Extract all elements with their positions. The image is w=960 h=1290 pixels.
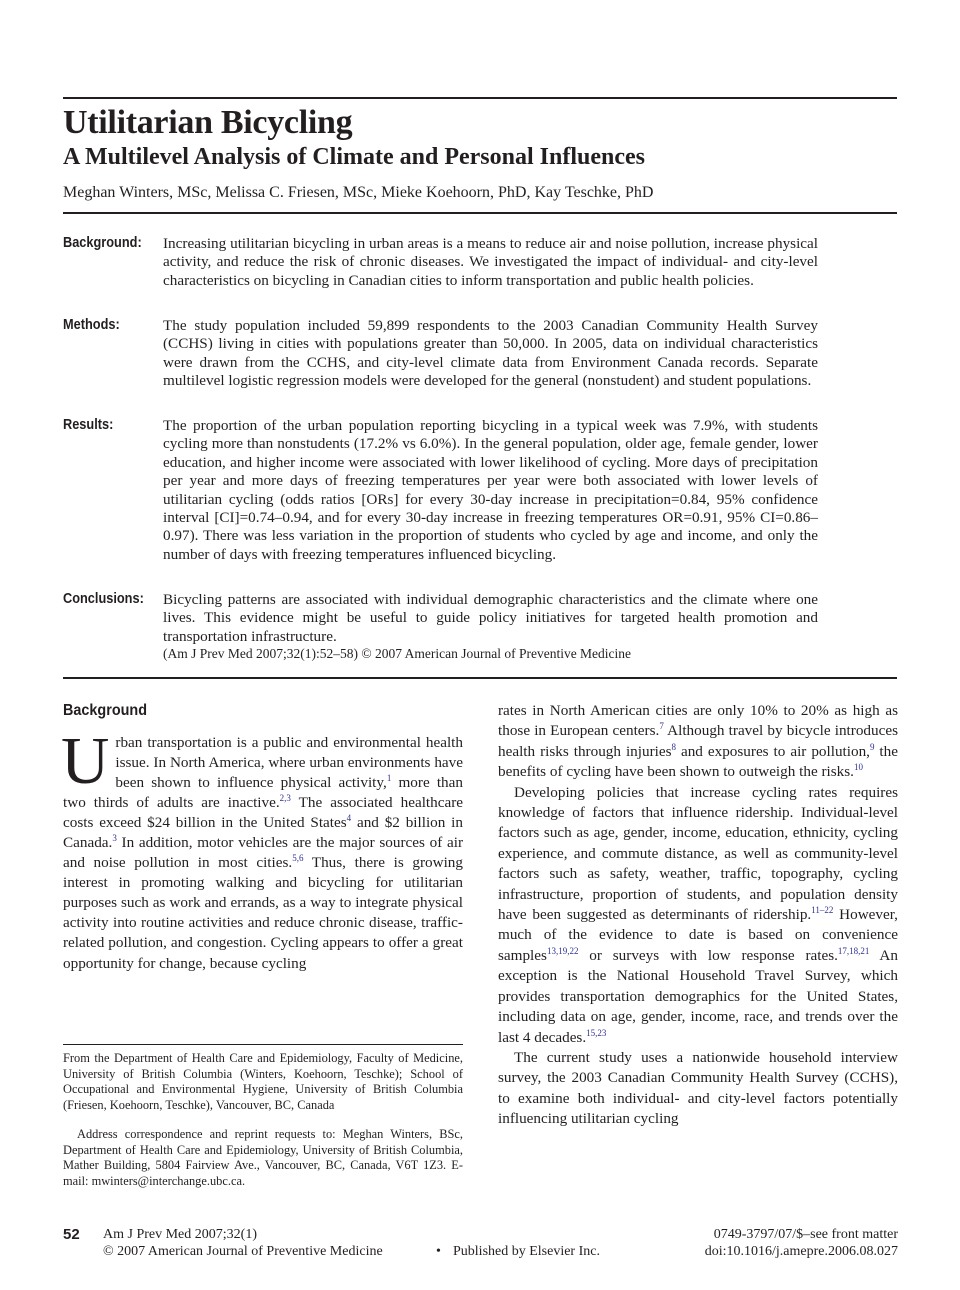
reference-link[interactable]: 13,19,22: [546, 945, 579, 956]
reference-link[interactable]: 17,18,21: [837, 945, 870, 956]
footer-copyright: © 2007 American Journal of Preventive Medicine: [103, 1244, 383, 1259]
reference-link[interactable]: 10: [853, 762, 863, 773]
drop-cap: U: [61, 724, 110, 798]
correspondence-footnote: Address correspondence and reprint requests to: Meghan Winters, BSc, Department of Health Care and Epidemiology, University of British Columbia, Mather Building, 5804 Fairview Ave., Vancouver, BC, Canada, V6T 1Z3. E-mail: mwinters@interchange.ubc.ca.: [63, 1127, 463, 1188]
reference-link[interactable]: 5,6: [292, 853, 304, 864]
doi-link[interactable]: doi:10.1016/j.amepre.2006.08.027: [704, 1244, 898, 1259]
footer-bullet: •: [436, 1244, 441, 1259]
left-column-text: Urban transportation is a public and environmental health issue. In North America, where urban environments have been shown to influence physical activity,$^1$ more than two thirds of adults are inactive.$^{2,3}$ The associated healthcare costs exceed $24 billion in the United States$^4$ and $2 billion in Canada.$^3$ In addition, motor vehicles are the major sources of air and noise pollution in most cities.$^{5,6}$ Thus, there is growing interest in promoting walking and bicycling for utilitarian purposes such as work and errands, as a way to integrate physical activity into routine activities and reduce chronic disease, traffic-related pollution, and congestion. Cycling appears to offer a great opportunity for change, because cycling: [61, 724, 464, 972]
abstract-conclusions-label: Conclusions:: [63, 591, 144, 607]
reference-link[interactable]: 1: [386, 773, 392, 784]
abstract-background-text: Increasing utilitarian bicycling in urban areas is a means to reduce air and noise pollution, increase physical activity, and reduce the risk of chronic diseases. We investigated the impact of individual- and city-level characteristics on bicycling in Canadian cities to inform transportation and public health policies.: [163, 235, 818, 289]
abstract-results-label: Results:: [63, 417, 114, 433]
reference-link[interactable]: 9: [869, 741, 875, 752]
right-column-text: [498, 701, 898, 1130]
page-number: 52: [63, 1226, 80, 1243]
author-list: Meghan Winters, MSc, Melissa C. Friesen, MSc, Mieke Koehoorn, PhD, Kay Teschke, PhD: [63, 184, 654, 201]
paragraph: rates in North American cities are only 10% to 20% as high as those in European centers.$^7$ Although travel by bicycle introduces health risks through injuries$^8$ and exposures to air pollution,$^9$ the benefits of cycling have been shown to outweigh the risks.$^{10}$: [498, 702, 898, 781]
footnote-rule: [63, 1044, 463, 1045]
top-rule: [63, 97, 897, 99]
reference-link[interactable]: 4: [346, 813, 352, 824]
reference-link[interactable]: 15,23: [586, 1027, 607, 1038]
abstract-results-text: The proportion of the urban population reporting bicycling in a typical week was 7.9%, with students cycling more than nonstudents (17.2% vs 6.0%). In the general population, older age, female gender, lower education, and higher income were associated with lower likelihood of cycling. More days of precipitation per year and more days of freezing temperatures per year were both associated with lower levels of utilitarian cycling (odds ratios [ORs] for every 30-day increase in precipitation=0.84, 95% confidence interval [CI]=0.74–0.94, and for every 30-day increase in freezing temperatures OR=0.91, 95% CI=0.86–0.97). There was less variation in the proportion of students who cycled by age and income, and only the number of days with freezing temperatures influenced bicycling.: [163, 417, 818, 563]
article-title: Utilitarian Bicycling: [63, 104, 353, 141]
section-heading-background: Background: [63, 702, 148, 719]
footer-publisher: Published by Elsevier Inc.: [453, 1244, 600, 1259]
abstract-citation: (Am J Prev Med 2007;32(1):52–58) © 2007 American Journal of Preventive Medicine: [163, 646, 632, 661]
abstract-conclusions-text: Bicycling patterns are associated with individual demographic characteristics and the climate where one lives. This evidence might be useful to guide policy initiatives for targeted health promotion and transportation infrastructure.: [163, 591, 818, 645]
reference-link[interactable]: 11–22: [811, 905, 834, 915]
reference-link[interactable]: 3: [112, 833, 117, 844]
header-rule: [63, 212, 897, 214]
abstract-methods-text: The study population included 59,899 respondents to the 2003 Canadian Community Health Survey (CCHS) living in cities with populations greater than 50,000. In 2005, data on individual characteristics were drawn from the CCHS, and city-level climate data from Environment Canada records. Separate multilevel logistic regression models were developed for the general (nonstudent) and student populations.: [163, 317, 818, 390]
reference-link[interactable]: 2,3: [279, 793, 291, 804]
paragraph: The current study uses a nationwide household interview survey, the 2003 Canadian Community Health Survey (CCHS), to examine both individual- and city-level factors potentially influencing utilitarian cycling: [498, 1048, 898, 1128]
journal-citation: Am J Prev Med 2007;32(1): [103, 1227, 257, 1242]
paragraph: Developing policies that increase cycling rates requires knowledge of factors that influence ridership. Individual-level factors such as age, gender, income, education, ethnicity, cycling experience, and commute distance, as well as community-level factors such as safety, weather, traffic, topography, cycling infrastructure, proportion of students, and population density have been suggested as determinants of ridership.$^{11-22}$ However, much of the evidence to date is based on convenience samples$^{13,19,22}$ or surveys with low response rates.$^{17,18,21}$ An exception is the National Household Travel Survey, which provides transportation demographics for the United States, including data on age, gender, income, race, and trends over the last 4 decades.$^{15,23}$: [498, 783, 898, 1046]
abstract-rule: [63, 677, 897, 679]
affiliation-footnote: From the Department of Health Care and Epidemiology, Faculty of Medicine, University of British Columbia (Winters, Koehoorn, Teschke); School of Occupational and Environmental Hygiene, University of British Columbia (Friesen, Koehoorn, Teschke), Vancouver, BC, Canada: [63, 1051, 463, 1112]
reference-link[interactable]: 7: [659, 721, 664, 732]
abstract-background-label: Background:: [63, 235, 142, 251]
reference-link[interactable]: 8: [671, 741, 676, 752]
issn: 0749-3797/07/$–see front matter: [713, 1227, 898, 1242]
article-subtitle: A Multilevel Analysis of Climate and Personal Influences: [63, 144, 645, 170]
abstract-methods-label: Methods:: [63, 317, 120, 333]
